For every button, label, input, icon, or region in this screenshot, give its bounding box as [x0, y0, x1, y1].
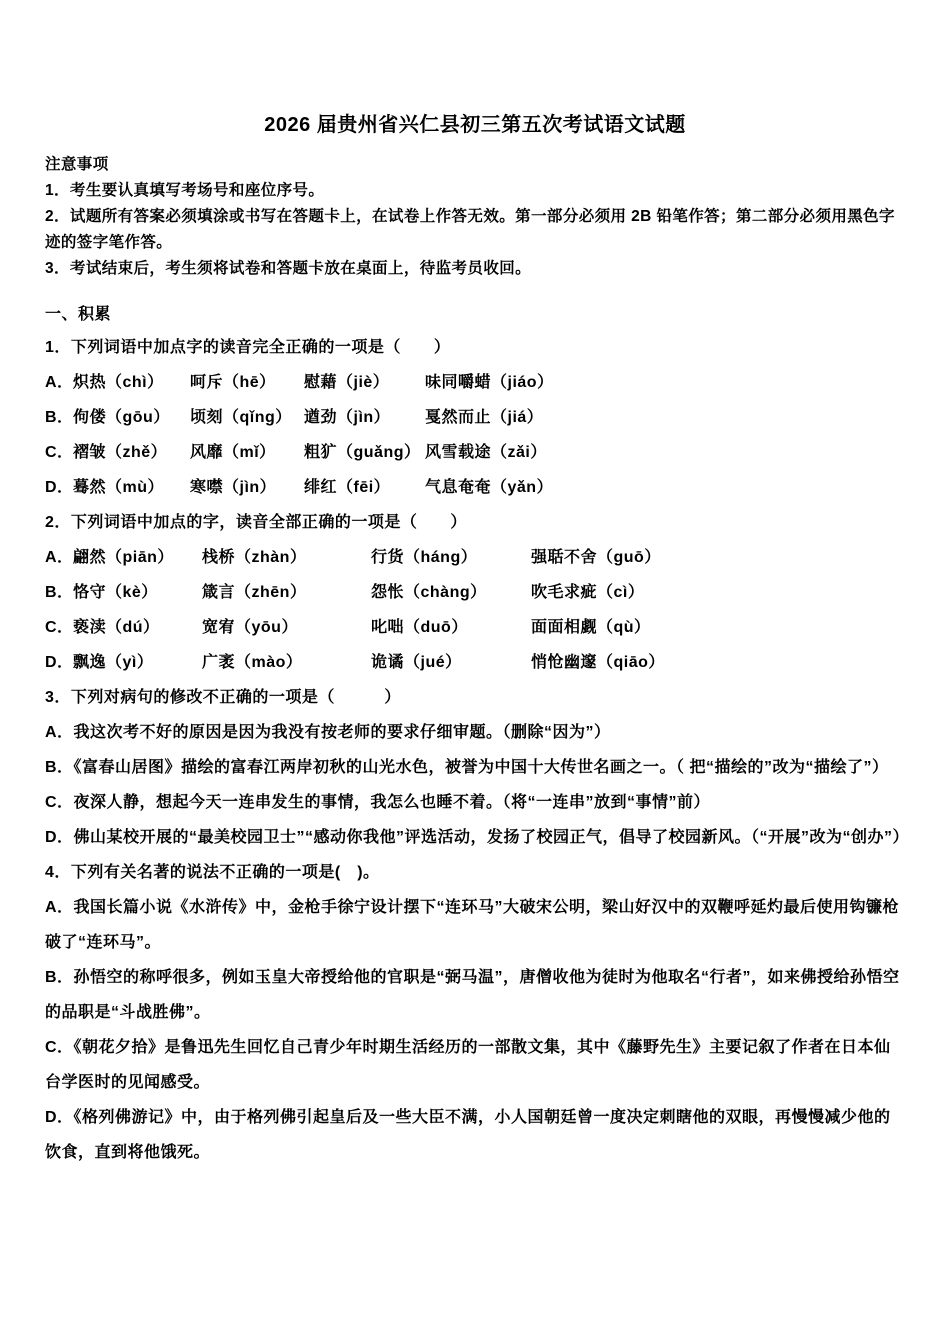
q3-option-a: A．我这次考不好的原因是因为我没有按老师的要求仔细审题。（删除“因为”）: [45, 724, 611, 741]
q4-option-d: D．《格列佛游记》中，由于格列佛引起皇后及一些大臣不满，小人国朝廷曾一度决定刺瞎他的双眼，再慢慢减少他的饮食，直到将他饿死。: [45, 1109, 891, 1161]
q4-option-c: C．《朝花夕拾》是鲁迅先生回忆自己青少年时期生活经历的一部散文集，其中《藤野先生》主要记叙了作者在日本仙台学医时的见闻感受。: [45, 1039, 891, 1091]
term-text: 怨怅（chàng）: [371, 584, 487, 601]
option-label: C．: [45, 619, 74, 636]
q4-option-a: A．我国长篇小说《水浒传》中，金枪手徐宁设计摆下“连环马”大破宋公明，梁山好汉中的双鞭呼延灼最后使用钩镰枪破了“连环马”。: [45, 899, 900, 951]
term-text: 风雪载途（zǎi）: [425, 444, 547, 461]
term-text: 恪守（kè）: [73, 584, 158, 601]
term-text: 亵渎（dú）: [73, 619, 160, 636]
term-text: 戛然而止（jiá）: [425, 409, 544, 426]
q1-option-c: [45, 435, 905, 470]
q4-option-b: B．孙悟空的称呼很多，例如玉皇大帝授给他的官职是“弼马温”，唐僧收他为徒时为他取名“行者”，如来佛授给孙悟空的品职是“斗战胜佛”。: [45, 969, 900, 1021]
section-heading: 一、积累: [45, 306, 112, 323]
option-label: D．: [45, 479, 74, 496]
notice-item-2: 2．试题所有答案必须填涂或书写在答题卡上，在试卷上作答无效。第一部分必须用 2B 铅笔作答；第二部分必须用黑色字迹的签字笔作答。: [45, 208, 895, 251]
term-text: 宽宥（yōu）: [202, 619, 298, 636]
term-text: 叱咄（duō）: [371, 619, 468, 636]
term-text: 绯红（fēi）: [304, 479, 391, 496]
q3-prompt: 3．下列对病句的修改不正确的一项是（ ）: [45, 689, 401, 706]
term-text: 蓦然（mù）: [73, 479, 165, 496]
term-text: 气息奄奄（yǎn）: [425, 479, 554, 496]
q2-prompt: 2．下列词语中加点的字，读音全部正确的一项是（ ）: [45, 514, 467, 531]
term-text: 佝偻（gōu）: [73, 409, 170, 426]
q3-option-d: D．佛山某校开展的“最美校园卫士”“感动你我他”评选活动，发扬了校园正气，倡导了校园新风。（“开展”改为“创办”）: [45, 829, 910, 846]
q1-option-d: [45, 470, 905, 505]
q2-option-a: [45, 540, 905, 575]
option-label: A．: [45, 549, 74, 566]
notice-section: [45, 152, 905, 282]
term-text: 箴言（zhēn）: [202, 584, 307, 601]
notice-item-3: 3．考试结束后，考生须将试卷和答题卡放在桌面上，待监考员收回。: [45, 260, 532, 277]
term-text: 寒噤（jìn）: [190, 479, 277, 496]
q2-option-b: [45, 575, 905, 610]
option-label: D．: [45, 654, 74, 671]
notice-heading: 注意事项: [45, 156, 109, 173]
term-text: 栈桥（zhàn）: [202, 549, 307, 566]
term-text: 行货（háng）: [371, 549, 478, 566]
term-text: 面面相觑（qù）: [531, 619, 651, 636]
term-text: 广袤（mào）: [202, 654, 303, 671]
q2-option-c: [45, 610, 905, 645]
term-text: 呵斥（hē）: [190, 374, 276, 391]
term-text: 慰藉（jiè）: [304, 374, 390, 391]
q4-prompt: 4．下列有关名著的说法不正确的一项是( )。: [45, 864, 380, 881]
q1-option-a: [45, 365, 905, 400]
term-text: 顷刻（qǐng）: [190, 409, 292, 426]
term-text: 味同嚼蜡（jiáo）: [425, 374, 554, 391]
option-label: B．: [45, 584, 74, 601]
notice-item-1: 1．考生要认真填写考场号和座位序号。: [45, 182, 325, 199]
term-text: 飘逸（yì）: [73, 654, 154, 671]
term-text: 遒劲（jìn）: [304, 409, 391, 426]
term-text: 悄怆幽邃（qiāo）: [531, 654, 665, 671]
q2-option-d: [45, 645, 905, 680]
q1-prompt: 1．下列词语中加点字的读音完全正确的一项是（ ）: [45, 339, 451, 356]
option-label: C．: [45, 444, 74, 461]
term-text: 风靡（mǐ）: [190, 444, 276, 461]
q3-option-c: C．夜深人静，想起今天一连串发生的事情，我怎么也睡不着。（将“一连串”放到“事情”前）: [45, 794, 711, 811]
term-text: 褶皱（zhě）: [73, 444, 168, 461]
option-label: B．: [45, 409, 74, 426]
term-text: 诡谲（jué）: [371, 654, 462, 671]
exam-body: [45, 294, 910, 1170]
term-text: 粗犷（guǎng）: [304, 444, 421, 461]
term-text: 强聒不舍（guō）: [531, 549, 661, 566]
q3-option-b: B．《富春山居图》描绘的富春江两岸初秋的山光水色，被誉为中国十大传世名画之一。（ 把“描绘的”改为“描绘了”）: [45, 759, 889, 776]
term-text: 吹毛求疵（cì）: [531, 584, 645, 601]
option-label: A．: [45, 374, 74, 391]
q1-option-b: [45, 400, 905, 435]
term-text: 炽热（chì）: [73, 374, 164, 391]
exam-title: 2026 届贵州省兴仁县初三第五次考试语文试题: [264, 114, 686, 136]
term-text: 翩然（piān）: [73, 549, 174, 566]
